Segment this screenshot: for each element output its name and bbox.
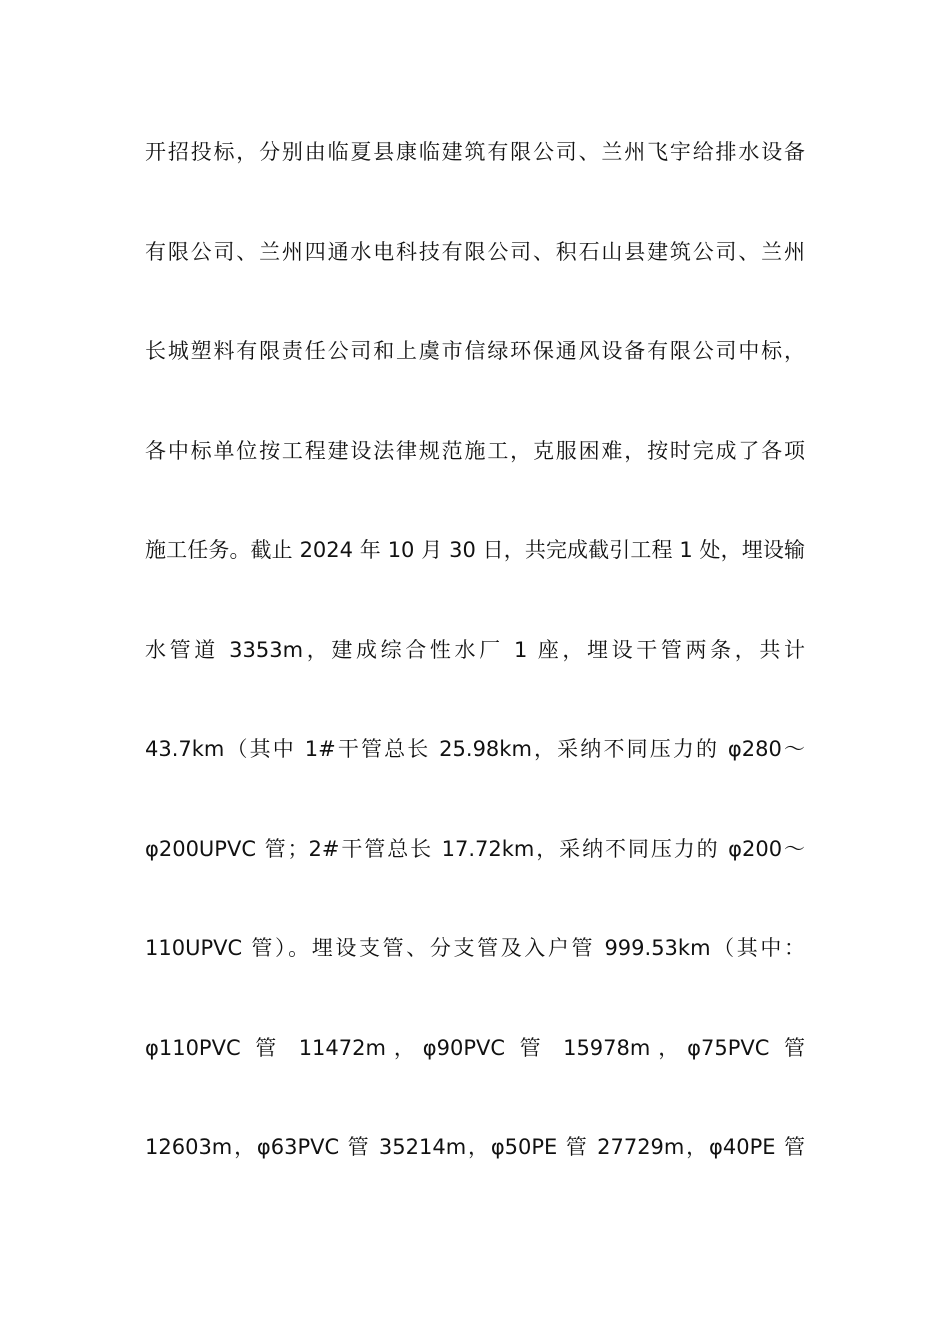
- text-line-1: 开招投标，分别由临夏县康临建筑有限公司、兰州飞宇给排水设备: [145, 140, 805, 164]
- text-line-2: 有限公司、兰州四通水电科技有限公司、积石山县建筑公司、兰州: [145, 239, 805, 264]
- text-line-3: 长城塑料有限责任公司和上虞市信绿环保通风设备有限公司中标，: [145, 339, 805, 363]
- text-line-7: 43.7km（其中 1#干管总长 25.98km，采纳不同压力的 φ280～: [145, 737, 805, 761]
- text-line-8: φ200UPVC 管；2#干管总长 17.72km，采纳不同压力的 φ200～: [145, 836, 805, 861]
- text-line-6: 水管道 3353m，建成综合性水厂 1 座，埋设干管两条，共计: [145, 637, 805, 662]
- text-line-9: 110UPVC 管）。埋设支管、分支管及入户管 999.53km（其中：: [145, 936, 805, 960]
- body-text: [145, 128, 805, 1223]
- text-line-10: φ110PVC 管 11472m，φ90PVC 管 15978m，φ75PVC 管: [145, 1035, 805, 1060]
- text-line-4: 各中标单位按工程建设法律规范施工，克服困难，按时完成了各项: [145, 438, 805, 463]
- text-line-5: 施工任务。截止 2024 年 10 月 30 日，共完成截引工程 1 处，埋设输: [145, 538, 805, 562]
- text-line-11: 12603m，φ63PVC 管 35214m，φ50PE 管 27729m，φ40PE 管: [145, 1135, 805, 1159]
